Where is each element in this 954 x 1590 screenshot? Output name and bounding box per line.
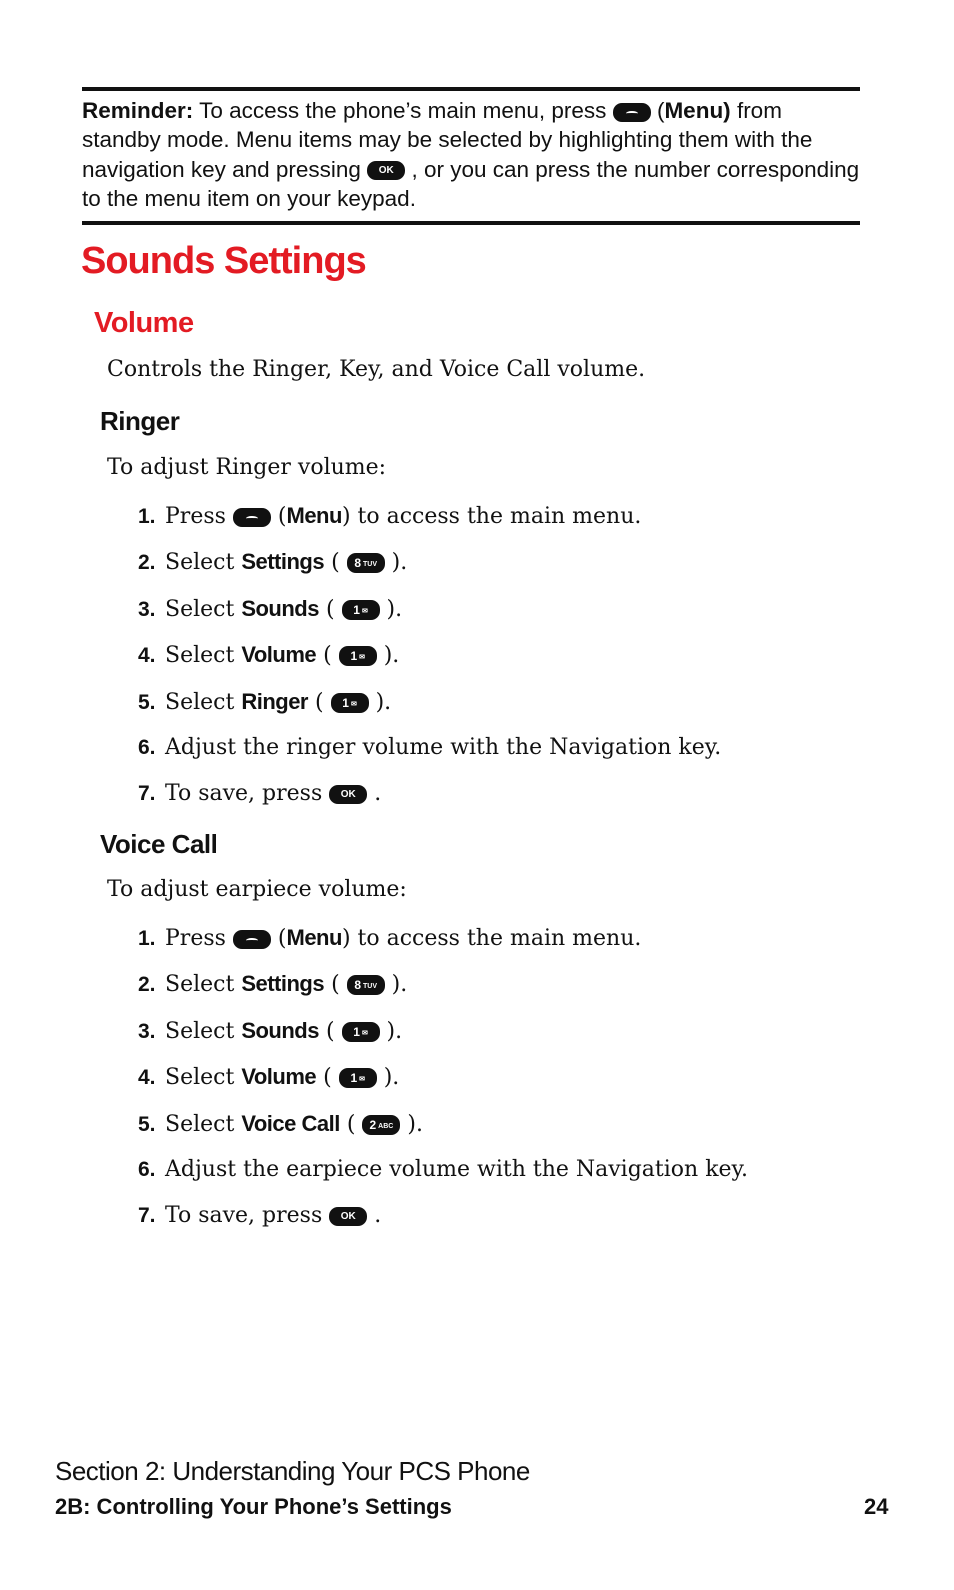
key-digit: 8 (354, 978, 362, 993)
page-title: Sounds Settings (81, 240, 366, 282)
key-digit: 1 (350, 649, 358, 664)
step-text: To save, press (165, 1203, 330, 1229)
volume-heading: Volume (94, 307, 194, 339)
key-8-icon (347, 975, 385, 995)
step-text: ( (318, 596, 342, 622)
menu-item-name: Voice Call (241, 1110, 340, 1136)
envelope-icon: ✉ (359, 1076, 365, 1084)
step-text: ) to access the main menu. (341, 926, 642, 951)
step-number: 2. (138, 973, 156, 997)
step-number: 4. (138, 644, 156, 668)
step-number: 1. (138, 927, 156, 950)
step-text: ( (324, 972, 347, 998)
ringer-heading: Ringer (100, 406, 180, 436)
step-text: ( (324, 550, 347, 576)
reminder-label: Reminder: (82, 98, 194, 123)
menu-item-name: Menu (286, 925, 342, 950)
voice-call-step-5 (138, 1109, 858, 1155)
key-1-icon (342, 1022, 380, 1042)
reminder-text-1: To access the phone’s main menu, press (193, 98, 613, 123)
menu-item-name: Settings (241, 971, 325, 997)
key-1-icon (339, 646, 377, 666)
voice-call-heading: Voice Call (100, 829, 218, 859)
step-number: 7. (138, 1204, 156, 1228)
step-text: ( (270, 504, 287, 529)
step-text: ). (384, 550, 408, 576)
step-text: Select (165, 1018, 242, 1044)
key-1-icon (331, 693, 369, 713)
envelope-icon: ✉ (359, 654, 365, 662)
step-text: ). (376, 1065, 400, 1091)
step-text: . (367, 1203, 382, 1229)
page-number: 24 (864, 1494, 889, 1519)
voice-call-step-3 (138, 1016, 858, 1062)
step-text: ). (379, 596, 403, 622)
step-number: 5. (138, 690, 156, 714)
step-text: ( (339, 1111, 363, 1137)
key-digit: 2 (369, 1117, 377, 1132)
step-text: ). (384, 972, 408, 998)
envelope-icon: ✉ (350, 700, 357, 708)
step-text: ( (270, 926, 287, 951)
ok-key-icon: OK (329, 1207, 367, 1226)
key-8-icon (347, 553, 385, 573)
ringer-step-6 (138, 733, 858, 779)
step-text: ( (316, 1065, 339, 1091)
step-number: 7. (138, 782, 156, 806)
menu-item-name: Settings (241, 549, 325, 575)
step-text: To save, press (165, 781, 330, 807)
step-number: 4. (138, 1066, 156, 1090)
key-letters: TUV (363, 983, 378, 991)
step-text: ). (400, 1111, 423, 1137)
step-number: 3. (138, 597, 156, 621)
menu-item-name: Volume (241, 1064, 317, 1090)
step-text: Select (165, 550, 242, 576)
ringer-steps (138, 501, 858, 826)
step-text: Adjust the earpiece volume with the Navigation key. (165, 1156, 749, 1182)
ringer-step-3 (138, 594, 858, 640)
step-text: ). (368, 689, 392, 715)
step-text: Select (165, 643, 242, 669)
key-digit: 1 (342, 695, 349, 710)
voice-call-step-7 (138, 1201, 858, 1247)
step-text: ). (379, 1018, 403, 1044)
envelope-icon: ✉ (361, 1029, 368, 1037)
step-text: Select (165, 596, 242, 622)
footer-chapter-title: 2B: Controlling Your Phone’s Settings (55, 1494, 452, 1519)
ringer-step-5 (138, 687, 858, 733)
voice-call-step-4 (138, 1062, 858, 1108)
menu-item-name: Sounds (241, 595, 319, 621)
ringer-step-4 (138, 640, 858, 686)
menu-item-name: Sounds (241, 1017, 319, 1043)
key-digit: 1 (353, 1024, 360, 1039)
menu-softkey-icon (613, 103, 651, 122)
voice-call-step-6 (138, 1155, 858, 1201)
step-text: ) to access the main menu. (341, 504, 642, 529)
envelope-icon: ✉ (361, 607, 368, 615)
ringer-step-7 (138, 779, 858, 825)
volume-intro: Controls the Ringer, Key, and Voice Call volume. (107, 357, 646, 382)
step-text: ). (376, 643, 400, 669)
menu-softkey-icon (233, 930, 271, 949)
step-number: 5. (138, 1112, 156, 1136)
voice-call-step-1 (138, 923, 858, 969)
ok-key-icon: OK (367, 161, 405, 180)
key-digit: 1 (350, 1071, 358, 1086)
reminder-menu-label: Menu) (664, 98, 731, 123)
ringer-step-1 (138, 501, 858, 547)
step-text: Adjust the ringer volume with the Navigation key. (165, 734, 722, 760)
step-text: Press (165, 504, 233, 529)
menu-item-name: Menu (286, 503, 342, 528)
step-text: Select (165, 689, 242, 715)
menu-softkey-icon (233, 508, 271, 527)
step-text: Press (165, 926, 233, 951)
step-text: ( (308, 689, 331, 715)
step-text: Select (165, 972, 242, 998)
voice-call-step-2 (138, 969, 858, 1015)
key-digit: 8 (354, 556, 362, 571)
key-letters: TUV (363, 561, 378, 569)
step-number: 3. (138, 1019, 156, 1043)
step-text: Select (165, 1111, 242, 1137)
reminder-text-2: from standby mode. Menu items may be selected by highlighting them with the navigation key and pressing (82, 98, 813, 182)
step-text: Select (165, 1065, 242, 1091)
key-2-icon (362, 1115, 400, 1135)
step-number: 6. (138, 1157, 156, 1181)
step-number: 6. (138, 735, 156, 759)
step-number: 1. (138, 505, 156, 528)
step-text: ( (318, 1018, 342, 1044)
key-1-icon (339, 1068, 377, 1088)
key-letters: ABC (378, 1122, 394, 1130)
step-text: . (367, 781, 382, 807)
step-text: ( (316, 643, 339, 669)
reminder-box (82, 87, 860, 225)
menu-item-name: Volume (241, 642, 317, 668)
ringer-step-2 (138, 547, 858, 593)
reminder-text-3: , or you can press the number corresponding to the menu item on your keypad. (82, 156, 860, 211)
footer-section-title: Section 2: Understanding Your PCS Phone (55, 1456, 530, 1486)
key-digit: 1 (353, 602, 360, 617)
key-1-icon (342, 600, 380, 620)
voice-call-steps (138, 923, 858, 1248)
menu-item-name: Ringer (241, 688, 308, 714)
ringer-lead: To adjust Ringer volume: (107, 455, 387, 480)
step-number: 2. (138, 551, 156, 575)
reminder-menu-open: ( (650, 98, 665, 123)
voice-call-lead: To adjust earpiece volume: (107, 877, 407, 902)
ok-key-icon: OK (329, 785, 367, 804)
